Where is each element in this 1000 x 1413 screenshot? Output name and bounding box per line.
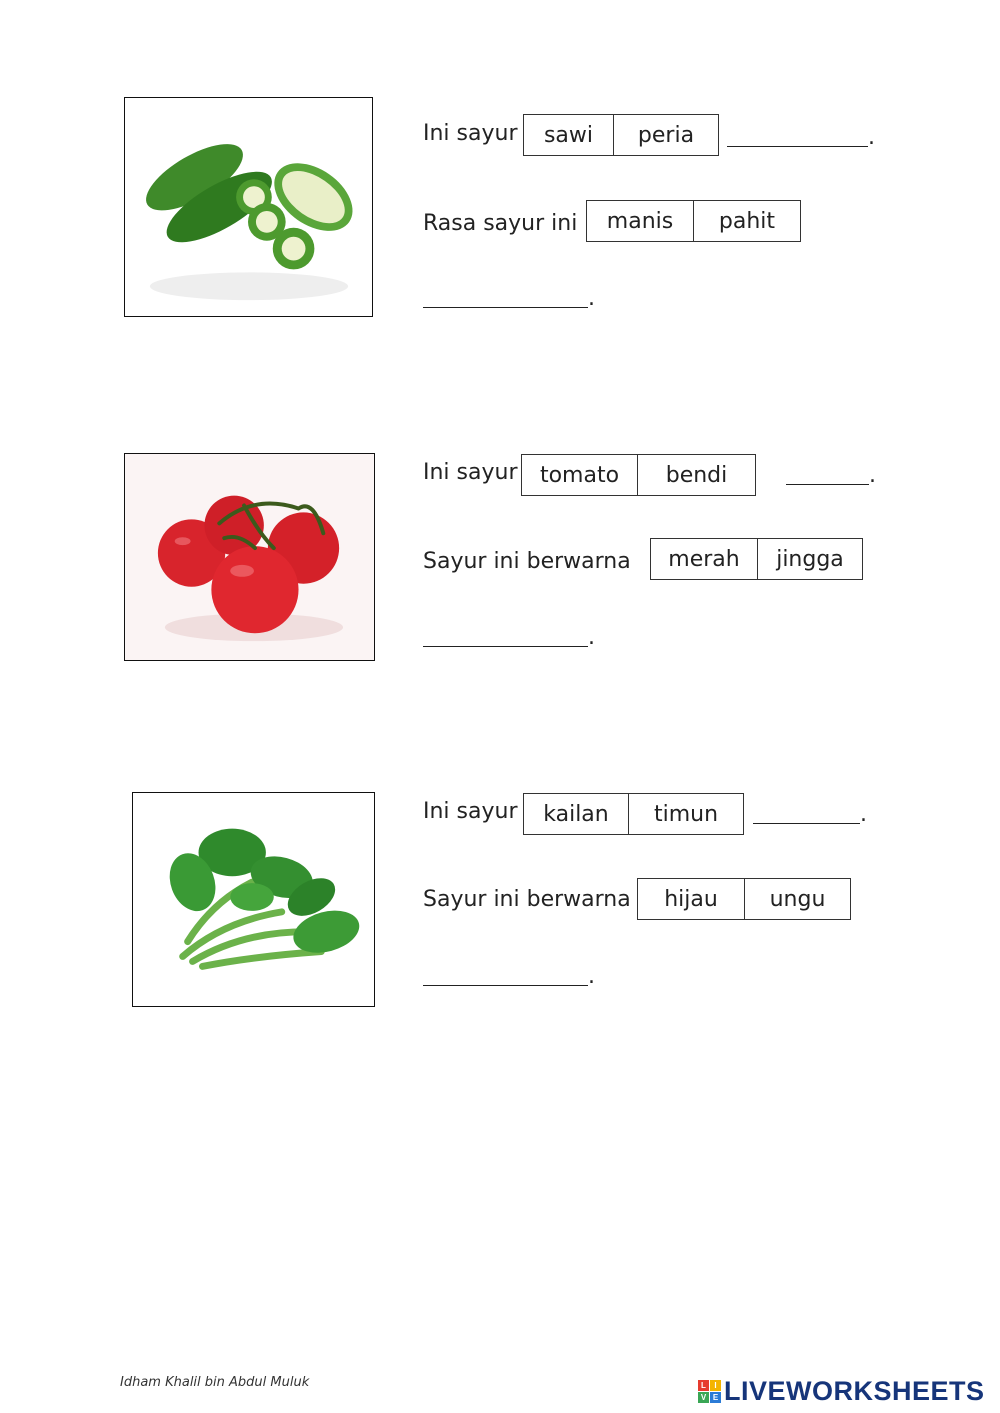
q1-period-2: . [588, 286, 595, 311]
q1-sentence1-options [524, 114, 719, 154]
q3-sentence2-options [638, 878, 851, 918]
q3-sentence1-prefix: Ini sayur [423, 799, 518, 824]
q3-sentence2-prefix: Sayur ini berwarna [423, 887, 631, 912]
q2-sentence1-prefix: Ini sayur [423, 460, 518, 485]
kailan-image [132, 792, 375, 1007]
logo-tile-i: I [710, 1380, 721, 1391]
option-tomato[interactable]: tomato [521, 454, 638, 496]
author-credit: Idham Khalil bin Abdul Muluk [120, 1375, 310, 1390]
q2-sentence2-prefix: Sayur ini berwarna [423, 549, 631, 574]
q3-answer-blank-2[interactable] [423, 985, 588, 986]
tomato-illustration [125, 454, 374, 660]
q1-sentence1-prefix: Ini sayur [423, 121, 518, 146]
q2-period-1: . [869, 463, 876, 488]
option-manis[interactable]: manis [586, 200, 694, 242]
q1-period-1: . [868, 125, 875, 150]
q2-period-2: . [588, 625, 595, 650]
option-jingga[interactable]: jingga [757, 538, 863, 580]
logo-tile-e: E [710, 1392, 721, 1403]
logo-tile-l: L [698, 1380, 709, 1391]
option-kailan[interactable]: kailan [523, 793, 629, 835]
bitter-gourd-illustration [125, 98, 372, 316]
liveworksheets-brand[interactable] [698, 1376, 985, 1407]
q3-sentence1-options [524, 793, 744, 833]
option-bendi[interactable]: bendi [637, 454, 756, 496]
option-ungu[interactable]: ungu [744, 878, 851, 920]
q2-sentence2-options [651, 538, 863, 578]
q3-answer-blank-1[interactable] [753, 823, 860, 824]
q2-answer-blank-1[interactable] [786, 484, 869, 485]
option-pahit[interactable]: pahit [693, 200, 801, 242]
q1-answer-blank-2[interactable] [423, 307, 588, 308]
q3-period-2: . [588, 964, 595, 989]
option-hijau[interactable]: hijau [637, 878, 745, 920]
option-peria[interactable]: peria [613, 114, 719, 156]
liveworksheets-logo-icon [698, 1380, 721, 1403]
kailan-illustration [133, 793, 374, 1006]
option-sawi[interactable]: sawi [523, 114, 614, 156]
option-merah[interactable]: merah [650, 538, 758, 580]
q3-period-1: . [860, 802, 867, 827]
bitter-gourd-image [124, 97, 373, 317]
option-timun[interactable]: timun [628, 793, 744, 835]
tomato-image [124, 453, 375, 661]
q1-sentence2-prefix: Rasa sayur ini [423, 211, 578, 236]
q1-sentence2-options [587, 200, 801, 240]
q1-answer-blank-1[interactable] [727, 146, 868, 147]
brand-name: LIVEWORKSHEETS [724, 1376, 985, 1406]
logo-tile-v: V [698, 1392, 709, 1403]
q2-answer-blank-2[interactable] [423, 646, 588, 647]
q2-sentence1-options [522, 454, 756, 494]
